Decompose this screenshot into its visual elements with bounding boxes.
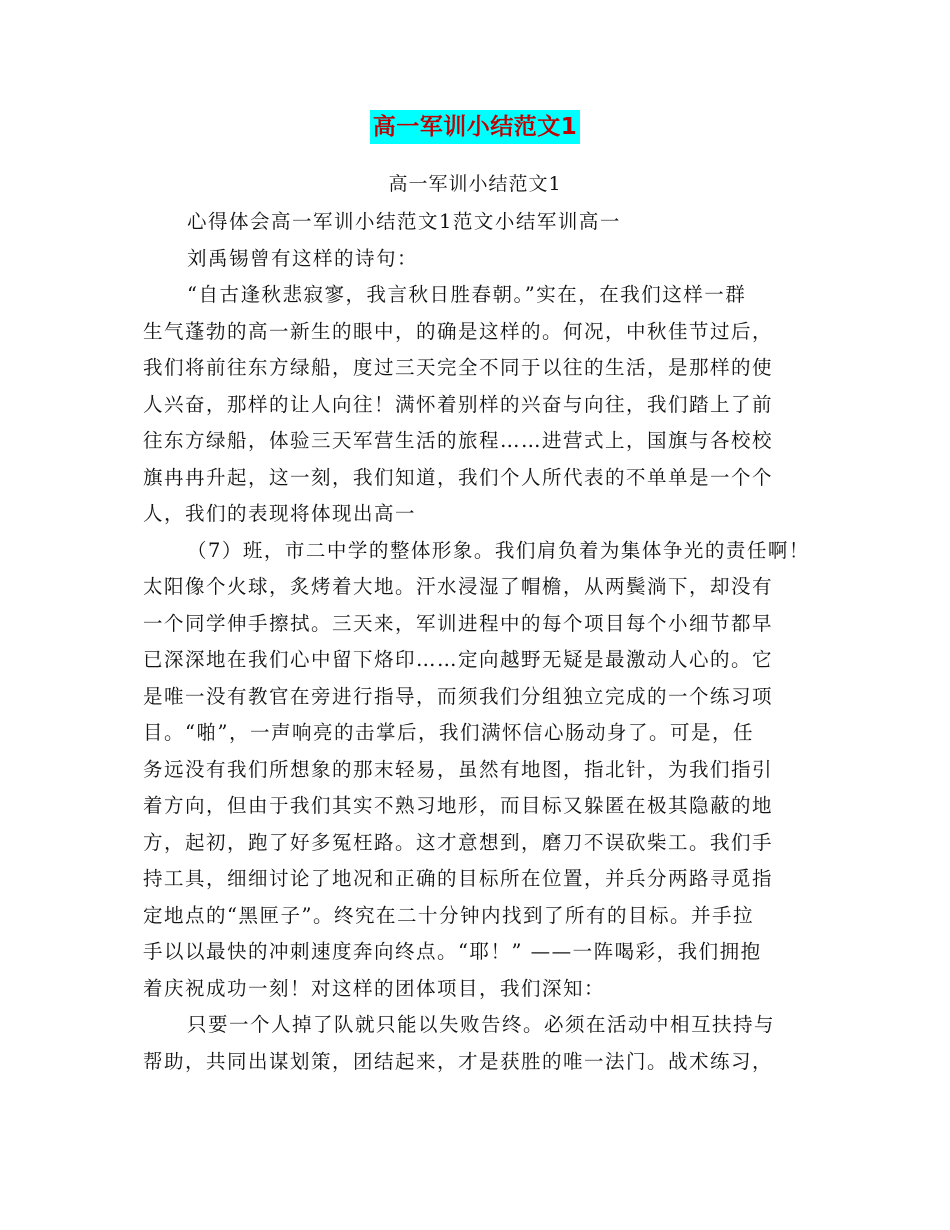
paragraph-line: 人，我们的表现将体现出高一 bbox=[143, 502, 417, 525]
paragraph-line: 是唯一没有教官在旁进行指导，而须我们分组独立完成的一个练习项 bbox=[143, 684, 774, 708]
paragraph-line: 方，起初，跑了好多冤枉路。这才意想到，磨刀不误砍柴工。我们手 bbox=[143, 830, 774, 854]
document-body bbox=[143, 204, 808, 1080]
paragraph-line: 只要一个人掉了队就只能以失败告终。必须在活动中相互扶持与 bbox=[187, 1013, 776, 1036]
paragraph-line: 人兴奋，那样的让人向往！满怀着别样的兴奋与向往，我们踏上了前 bbox=[143, 392, 774, 416]
paragraph-line: 一个同学伸手擦拭。三天来，军训进程中的每个项目每个小细节都早 bbox=[143, 611, 774, 635]
paragraph-line: 旗冉冉升起，这一刻，我们知道，我们个人所代表的不单单是一个个 bbox=[143, 465, 774, 489]
paragraph-line: 帮助，共同出谋划策，团结起来，才是获胜的唯一法门。战术练习， bbox=[143, 1049, 774, 1073]
document-title: 高一军训小结范文1 bbox=[370, 110, 581, 144]
paragraph-line: 着庆祝成功一刻！对这样的团体项目，我们深知： bbox=[143, 976, 606, 1000]
title-container bbox=[0, 110, 950, 144]
paragraph-line: 往东方绿船，体验三天军营生活的旅程……进营式上，国旗与各校校 bbox=[143, 429, 774, 452]
paragraph-line: 心得体会高一军训小结范文1范文小结军训高一 bbox=[187, 210, 621, 233]
paragraph-line: 生气蓬勃的高一新生的眼中，的确是这样的。何况，中秋佳节过后， bbox=[143, 319, 774, 343]
paragraph-line: “自古逢秋悲寂寥，我言秋日胜春朝。”实在，在我们这样一群 bbox=[187, 283, 747, 306]
document-subtitle: 高一军训小结范文1 bbox=[388, 173, 562, 195]
paragraph-line: 已深深地在我们心中留下烙印……定向越野无疑是最激动人心的。它 bbox=[143, 648, 774, 671]
paragraph-line: 着方向，但由于我们其实不熟习地形，而目标又躲匿在极其隐蔽的地 bbox=[143, 794, 774, 817]
paragraph-line: 太阳像个火球，炙烤着大地。汗水浸湿了帽檐，从两鬓淌下，却没有 bbox=[143, 575, 774, 598]
paragraph-line: 务远没有我们所想象的那末轻易，虽然有地图，指北针，为我们指引 bbox=[143, 757, 774, 781]
paragraph-line: 持工具，细细讨论了地况和正确的目标所在位置，并兵分两路寻觅指 bbox=[143, 867, 774, 890]
paragraph-line: 目。“啪”，一声响亮的击掌后，我们满怀信心肠动身了。可是，任 bbox=[143, 721, 754, 744]
paragraph-line: （7）班，市二中学的整体形象。我们肩负着为集体争光的责任啊！ bbox=[187, 538, 810, 562]
paragraph-line: 我们将前往东方绿船，度过三天完全不同于以往的生活，是那样的使 bbox=[143, 356, 774, 379]
paragraph-line: 定地点的“黑匣子”。终究在二十分钟内找到了所有的目标。并手拉 bbox=[143, 903, 754, 927]
paragraph-line: 手以以最快的冲刺速度奔向终点。“耶！” ——一阵喝彩，我们拥抱 bbox=[143, 940, 762, 963]
paragraph-line: 刘禹锡曾有这样的诗句： bbox=[187, 246, 419, 270]
